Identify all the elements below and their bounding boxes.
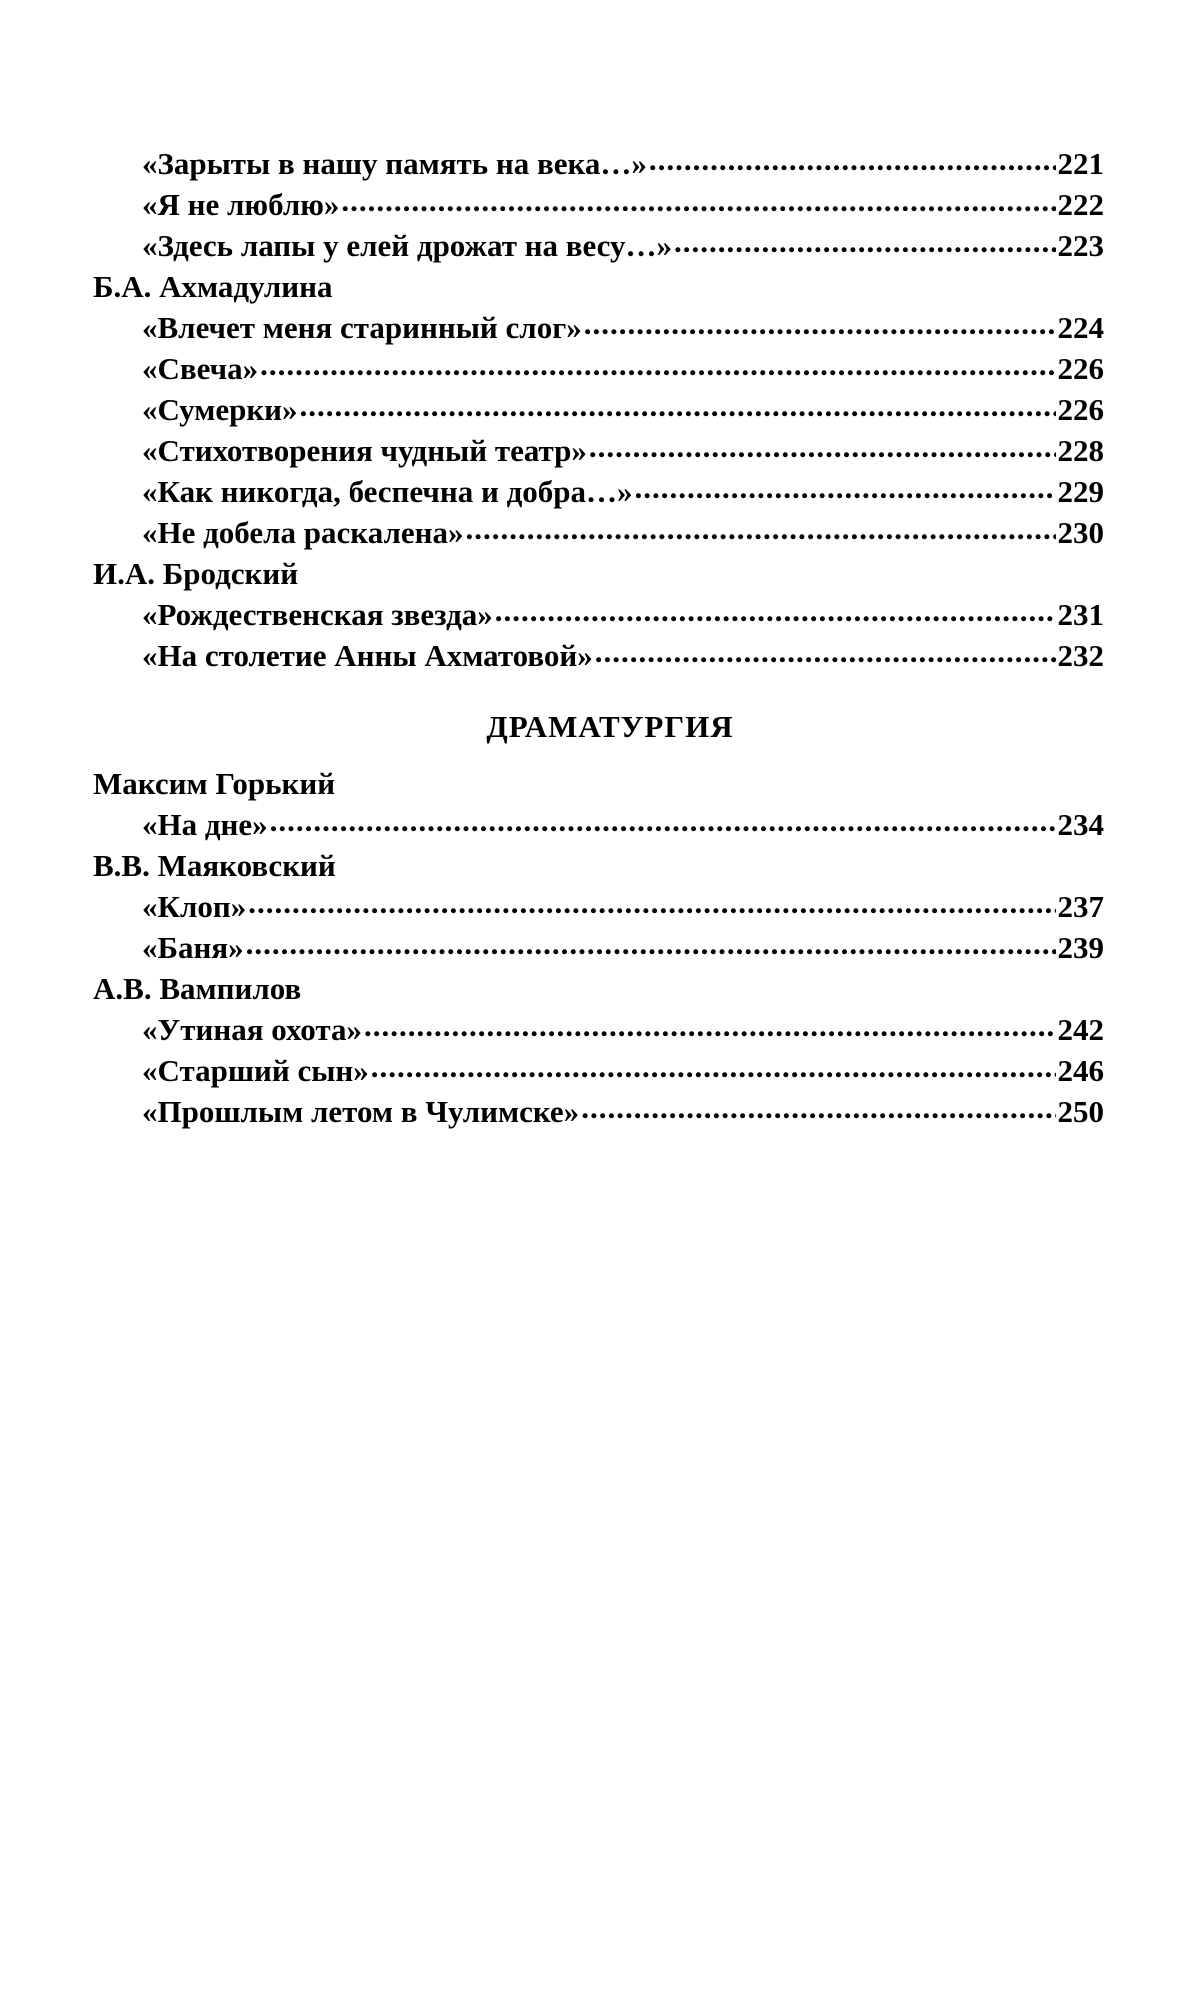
entry-title: «Не добела раскалена» xyxy=(142,515,464,550)
toc-entry xyxy=(142,143,1104,184)
leader-dots xyxy=(635,467,1056,508)
toc-entry xyxy=(142,430,1104,471)
toc-entry xyxy=(142,1009,1104,1050)
entry-page: 237 xyxy=(1057,889,1104,924)
entry-page: 223 xyxy=(1057,228,1104,263)
table-of-contents xyxy=(0,143,1200,1132)
leader-dots xyxy=(465,508,1055,549)
toc-group-continued xyxy=(0,143,1200,266)
author-name: И.А. Бродский xyxy=(93,556,299,591)
toc-entry xyxy=(142,348,1104,389)
entry-page: 231 xyxy=(1057,597,1104,632)
entry-title: «Здесь лапы у елей дрожат на весу…» xyxy=(142,228,673,263)
entry-title: «Старший сын» xyxy=(142,1053,369,1088)
leader-dots xyxy=(581,1087,1055,1128)
entry-page: 226 xyxy=(1057,351,1104,386)
leader-dots xyxy=(371,1046,1056,1087)
author-name: А.В. Вампилов xyxy=(93,971,302,1006)
author-name: Максим Горький xyxy=(93,766,336,801)
toc-group-author xyxy=(0,266,1200,553)
toc-entry xyxy=(142,635,1104,676)
entry-title: «Я не люблю» xyxy=(142,187,340,222)
entry-page: 224 xyxy=(1057,310,1104,345)
entry-title: «Баня» xyxy=(142,930,244,965)
entry-title: «Свеча» xyxy=(142,351,259,386)
entry-title: «Утиная охота» xyxy=(142,1012,362,1047)
entry-page: 229 xyxy=(1057,474,1104,509)
entry-page: 234 xyxy=(1057,807,1104,842)
leader-dots xyxy=(260,344,1055,385)
toc-group-author xyxy=(0,968,1200,1132)
entry-page: 226 xyxy=(1057,392,1104,427)
leader-dots xyxy=(364,1005,1056,1046)
leader-dots xyxy=(584,303,1056,344)
toc-entry xyxy=(142,512,1104,553)
section-heading: ДРАМАТУРГИЯ xyxy=(486,709,734,744)
toc-entry xyxy=(142,1091,1104,1132)
author-name: Б.А. Ахмадулина xyxy=(93,269,333,304)
toc-entry xyxy=(142,225,1104,266)
leader-dots xyxy=(589,426,1056,467)
leader-dots xyxy=(270,800,1056,841)
toc-entry xyxy=(142,594,1104,635)
entry-page: 250 xyxy=(1057,1094,1104,1129)
entry-title: «Влечет меня старинный слог» xyxy=(142,310,582,345)
entry-page: 239 xyxy=(1057,930,1104,965)
author-name: В.В. Маяковский xyxy=(93,848,336,883)
leader-dots xyxy=(649,139,1056,180)
toc-group-author xyxy=(0,845,1200,968)
toc-entry xyxy=(142,184,1104,225)
entry-page: 246 xyxy=(1057,1053,1104,1088)
toc-entry xyxy=(142,927,1104,968)
entry-title: «Сумерки» xyxy=(142,392,298,427)
entry-title: «На столетие Анны Ахматовой» xyxy=(142,638,593,673)
leader-dots xyxy=(246,923,1056,964)
leader-dots xyxy=(300,385,1056,426)
leader-dots xyxy=(595,631,1056,672)
toc-entry xyxy=(142,1050,1104,1091)
toc-group-author xyxy=(0,763,1200,845)
leader-dots xyxy=(495,590,1056,631)
toc-entry xyxy=(142,804,1104,845)
entry-title: «Стихотворения чудный театр» xyxy=(142,433,587,468)
toc-entry xyxy=(142,471,1104,512)
entry-page: 232 xyxy=(1057,638,1104,673)
entry-title: «Зарыты в нашу память на века…» xyxy=(142,146,647,181)
entry-title: «На дне» xyxy=(142,807,268,842)
leader-dots xyxy=(248,882,1055,923)
entry-page: 228 xyxy=(1057,433,1104,468)
entry-page: 242 xyxy=(1057,1012,1104,1047)
entry-page: 230 xyxy=(1057,515,1104,550)
leader-dots xyxy=(674,221,1055,262)
entry-page: 222 xyxy=(1057,187,1104,222)
entry-title: «Прошлым летом в Чулимске» xyxy=(142,1094,580,1129)
entry-page: 221 xyxy=(1057,146,1104,181)
leader-dots xyxy=(341,180,1055,221)
toc-entry xyxy=(142,307,1104,348)
entry-title: «Как никогда, беспечна и добра…» xyxy=(142,474,633,509)
toc-entry xyxy=(142,886,1104,927)
entry-title: «Клоп» xyxy=(142,889,247,924)
toc-group-author xyxy=(0,553,1200,676)
toc-entry xyxy=(142,389,1104,430)
entry-title: «Рождественская звезда» xyxy=(142,597,493,632)
